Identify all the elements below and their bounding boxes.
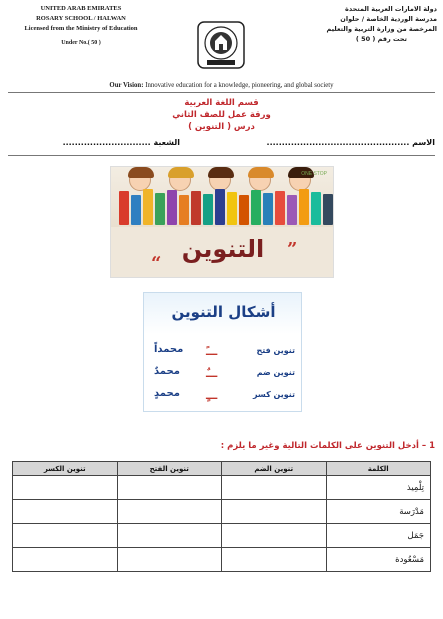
tanween-form-mark: ـــٌ: [206, 367, 218, 380]
book-icon: [227, 192, 237, 225]
word-cell: تِلْمِيذ: [326, 476, 431, 500]
tanween-answer-table: [12, 461, 431, 572]
header-english-block: [6, 4, 156, 48]
book-icon: [275, 191, 285, 225]
header-country: UNITED ARAB EMIRATES: [40, 5, 122, 12]
header-license: Licensed from the Ministry of Education: [24, 25, 138, 32]
column-header-kasra: تنوين الكسر: [13, 462, 118, 476]
book-icon: [131, 195, 141, 225]
table-header-row: [13, 462, 431, 476]
tanween-form-example: محمدٌ: [154, 366, 180, 377]
child-illustration-icon: [249, 169, 271, 191]
tanween-forms-title: أشكال التنوين: [171, 303, 276, 321]
header-license-number: Under No.( 50 ): [61, 40, 101, 46]
answer-cell-damma[interactable]: [222, 476, 327, 500]
answer-cell-damma[interactable]: [222, 524, 327, 548]
book-icon: [215, 189, 225, 225]
header-country-ar: دولة الامارات العربية المتحدة: [345, 5, 437, 13]
tanween-form-example: محمداً: [154, 344, 184, 355]
header-school-ar: مدرسة الوردية الخاصة / حلوان: [340, 15, 437, 23]
tanween-form-mark: ـــٍ: [206, 389, 218, 402]
book-icon: [263, 193, 273, 225]
vision-text: Innovative education for a knowledge, pioneering, and global society: [145, 82, 334, 89]
word-cell: مَسْعُودة: [326, 548, 431, 572]
child-illustration-icon: [169, 169, 191, 191]
tanween-form-label: تنوين ضم: [256, 368, 295, 377]
answer-cell-damma[interactable]: [222, 500, 327, 524]
tanween-form-row: [144, 343, 303, 359]
table-row: [13, 548, 431, 572]
table-row: [13, 500, 431, 524]
tanween-form-label: تنوين كسر: [252, 390, 295, 399]
exercise-question: 1 – أدخل التنوين على الكلمات التالية وغير ما يلزم :: [220, 441, 435, 451]
book-icon: [239, 195, 249, 225]
column-header-damma: تنوين الضم: [222, 462, 327, 476]
tanween-form-label: تنوين فتح: [256, 346, 295, 355]
department-title: قسم اللغة العربية: [184, 98, 259, 108]
divider-name: [8, 155, 435, 156]
book-icon: [251, 190, 261, 225]
book-icon: [179, 195, 189, 225]
student-info-row: [8, 138, 435, 152]
header-school: ROSARY SCHOOL / HALWAN: [36, 15, 126, 22]
book-icon: [299, 189, 309, 225]
section-field[interactable]: الشعبة .............................: [62, 138, 180, 147]
table-row: [13, 524, 431, 548]
name-field[interactable]: الاسم ...............................................: [266, 138, 435, 147]
lesson-title: درس ( التنوين ): [188, 122, 255, 132]
book-icon: [311, 192, 321, 225]
answer-cell-fatha[interactable]: [117, 548, 222, 572]
book-icon: [119, 191, 129, 225]
answer-cell-kasra[interactable]: [13, 476, 118, 500]
tanween-form-row: [144, 387, 303, 403]
answer-cell-fatha[interactable]: [117, 524, 222, 548]
column-header-word: الكلمة: [326, 462, 431, 476]
tanween-form-row: [144, 365, 303, 381]
book-icon: [323, 194, 333, 225]
worksheet-titles: [0, 97, 443, 133]
quote-mark-icon: “: [151, 253, 162, 274]
book-icon: [191, 191, 201, 225]
lesson-banner-image: [110, 166, 334, 278]
quote-mark-icon: ”: [287, 239, 298, 260]
answer-cell-kasra[interactable]: [13, 548, 118, 572]
book-icon: [155, 193, 165, 225]
book-icon: [167, 190, 177, 225]
answer-cell-damma[interactable]: [222, 548, 327, 572]
column-header-fatha: تنوين الفتح: [117, 462, 222, 476]
tanween-form-example: محمدٍ: [154, 388, 180, 399]
answer-cell-kasra[interactable]: [13, 524, 118, 548]
tanween-form-mark: ـــً: [206, 345, 218, 358]
header-license-ar: المرخصة من وزارة التربية والتعليم: [326, 25, 437, 33]
child-illustration-icon: [129, 169, 151, 191]
book-icon: [287, 195, 297, 225]
word-cell: جَمَل: [326, 524, 431, 548]
banner-corner-text: ONE STOP: [301, 171, 327, 177]
vision-statement: [0, 82, 443, 89]
book-icon: [143, 189, 153, 225]
banner-word: التنوين: [181, 235, 265, 263]
word-cell: مَدْرَسة: [326, 500, 431, 524]
answer-cell-fatha[interactable]: [117, 476, 222, 500]
header-license-number-ar: تحت رقم ( 50 ): [355, 35, 407, 43]
school-logo-icon: [197, 21, 245, 69]
tanween-forms-card: [143, 292, 302, 412]
grade-title: ورقة عمل للصف الثاني: [172, 110, 271, 120]
table-row: [13, 476, 431, 500]
answer-cell-kasra[interactable]: [13, 500, 118, 524]
answer-cell-fatha[interactable]: [117, 500, 222, 524]
header-arabic-block: [277, 4, 437, 44]
vision-label: Our Vision:: [109, 82, 144, 89]
book-icon: [203, 194, 213, 225]
divider-top: [8, 92, 435, 93]
child-illustration-icon: [209, 169, 231, 191]
